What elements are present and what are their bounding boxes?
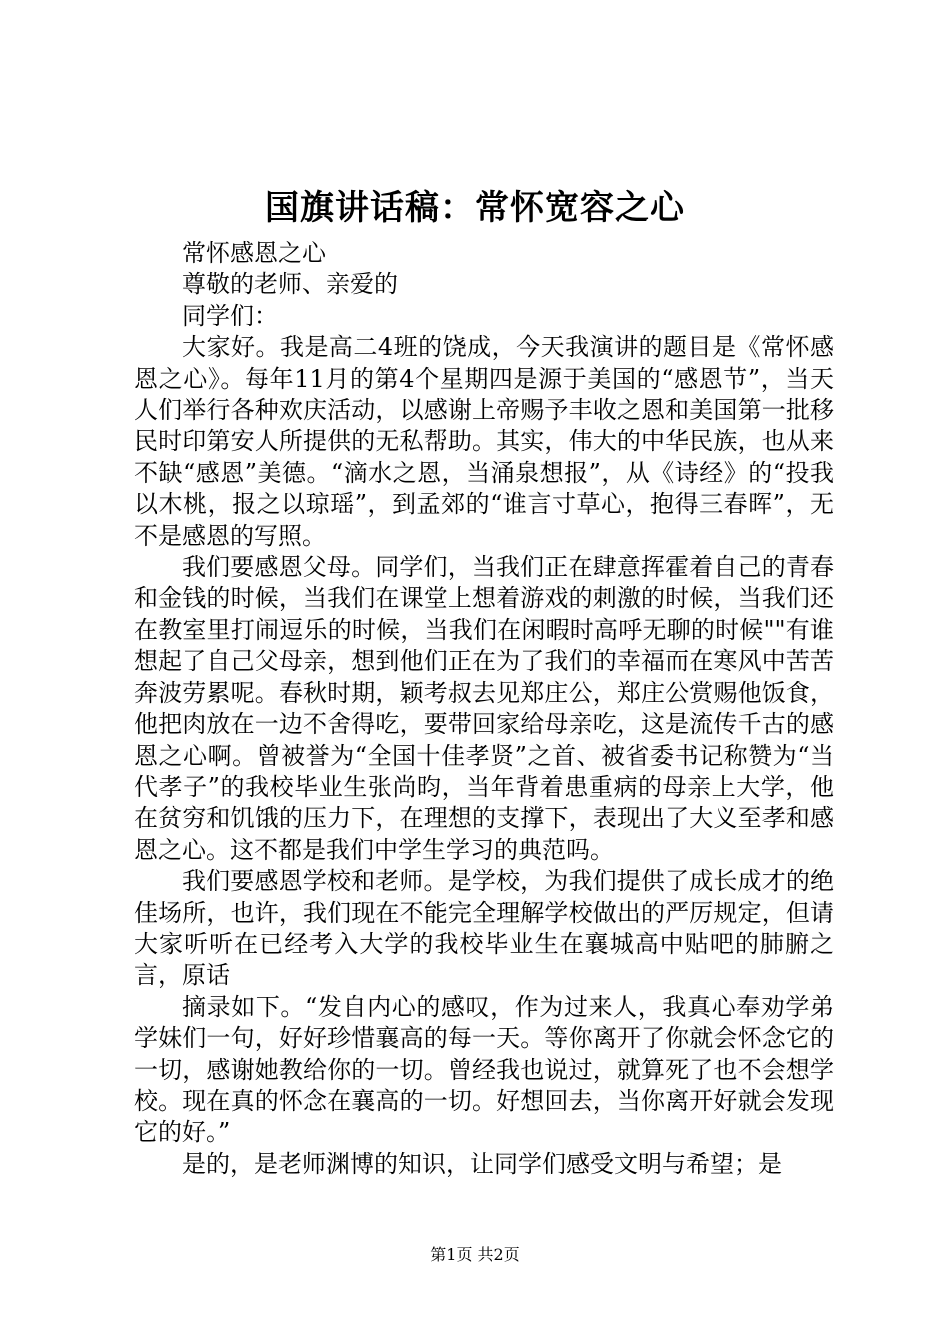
paragraph-school: 我们要感恩学校和老师。是学校，为我们提供了成长成才的绝佳场所，也许，我们现在不能完全理解学校做出的严厉规定，但请大家听听在已经考入大学的我校毕业生在襄城高中贴吧的肺腑之言，原话: [134, 867, 834, 990]
paragraph-salutation-cont: 同学们：: [182, 301, 278, 330]
page-number-footer: 第1页 共2页: [430, 1245, 520, 1264]
document-title: 国旗讲话稿：常怀宽容之心: [265, 188, 685, 228]
document-body: [134, 238, 834, 1180]
paragraph-teachers: 是的，是老师渊博的知识，让同学们感受文明与希望；是: [182, 1149, 782, 1178]
paragraph-quote: 摘录如下。“发自内心的感叹，作为过来人，我真心奉劝学弟学妹们一句，好好珍惜襄高的每一天。等你离开了你就会怀念它的一切，感谢她教给你的一切。曾经我也说过，就算死了也不会想学校。现在真的怀念在襄高的一切。好想回去，当你离开好就会发现它的好。”: [134, 992, 834, 1147]
paragraph-subtitle: 常怀感恩之心: [182, 239, 326, 267]
paragraph-intro: 大家好。我是高二4班的饶成，今天我演讲的题目是《常怀感恩之心》。每年11月的第4个星期四是源于美国的“感恩节”，当天人们举行各种欢庆活动，以感谢上帝赐予丰收之恩和美国第一批移民时印第安人所提供的无私帮助。其实，伟大的中华民族，也从来不缺“感恩”美德。“滴水之恩，当涌泉想报”，从《诗经》的“投我以木桃，报之以琼瑶”，到孟郊的“谁言寸草心，抱得三春晖”，无不是感恩的写照。: [134, 333, 834, 550]
paragraph-salutation: 尊敬的老师、亲爱的: [182, 270, 398, 299]
paragraph-parents: 我们要感恩父母。同学们，当我们正在肆意挥霍着自己的青春和金钱的时候，当我们在课堂上想着游戏的刺激的时候，当我们还在教室里打闹逗乐的时候，当我们在闲暇时高呼无聊的时候""有谁想起了自己父母亲，想到他们正在为了我们的幸福而在寒风中苦苦奔波劳累呢。春秋时期，颖考叔去见郑庄公，郑庄公赏赐他饭食，他把肉放在一边不舍得吃，要带回家给母亲吃，这是流传千古的感恩之心啊。曾被誉为“全国十佳孝贤”之首、被省委书记称赞为“当代孝子”的我校毕业生张尚昀，当年背着患重病的母亲上大学，他在贫穷和饥饿的压力下，在理想的支撑下，表现出了大义至孝和感恩之心。这不都是我们中学生学习的典范吗。: [134, 553, 834, 864]
